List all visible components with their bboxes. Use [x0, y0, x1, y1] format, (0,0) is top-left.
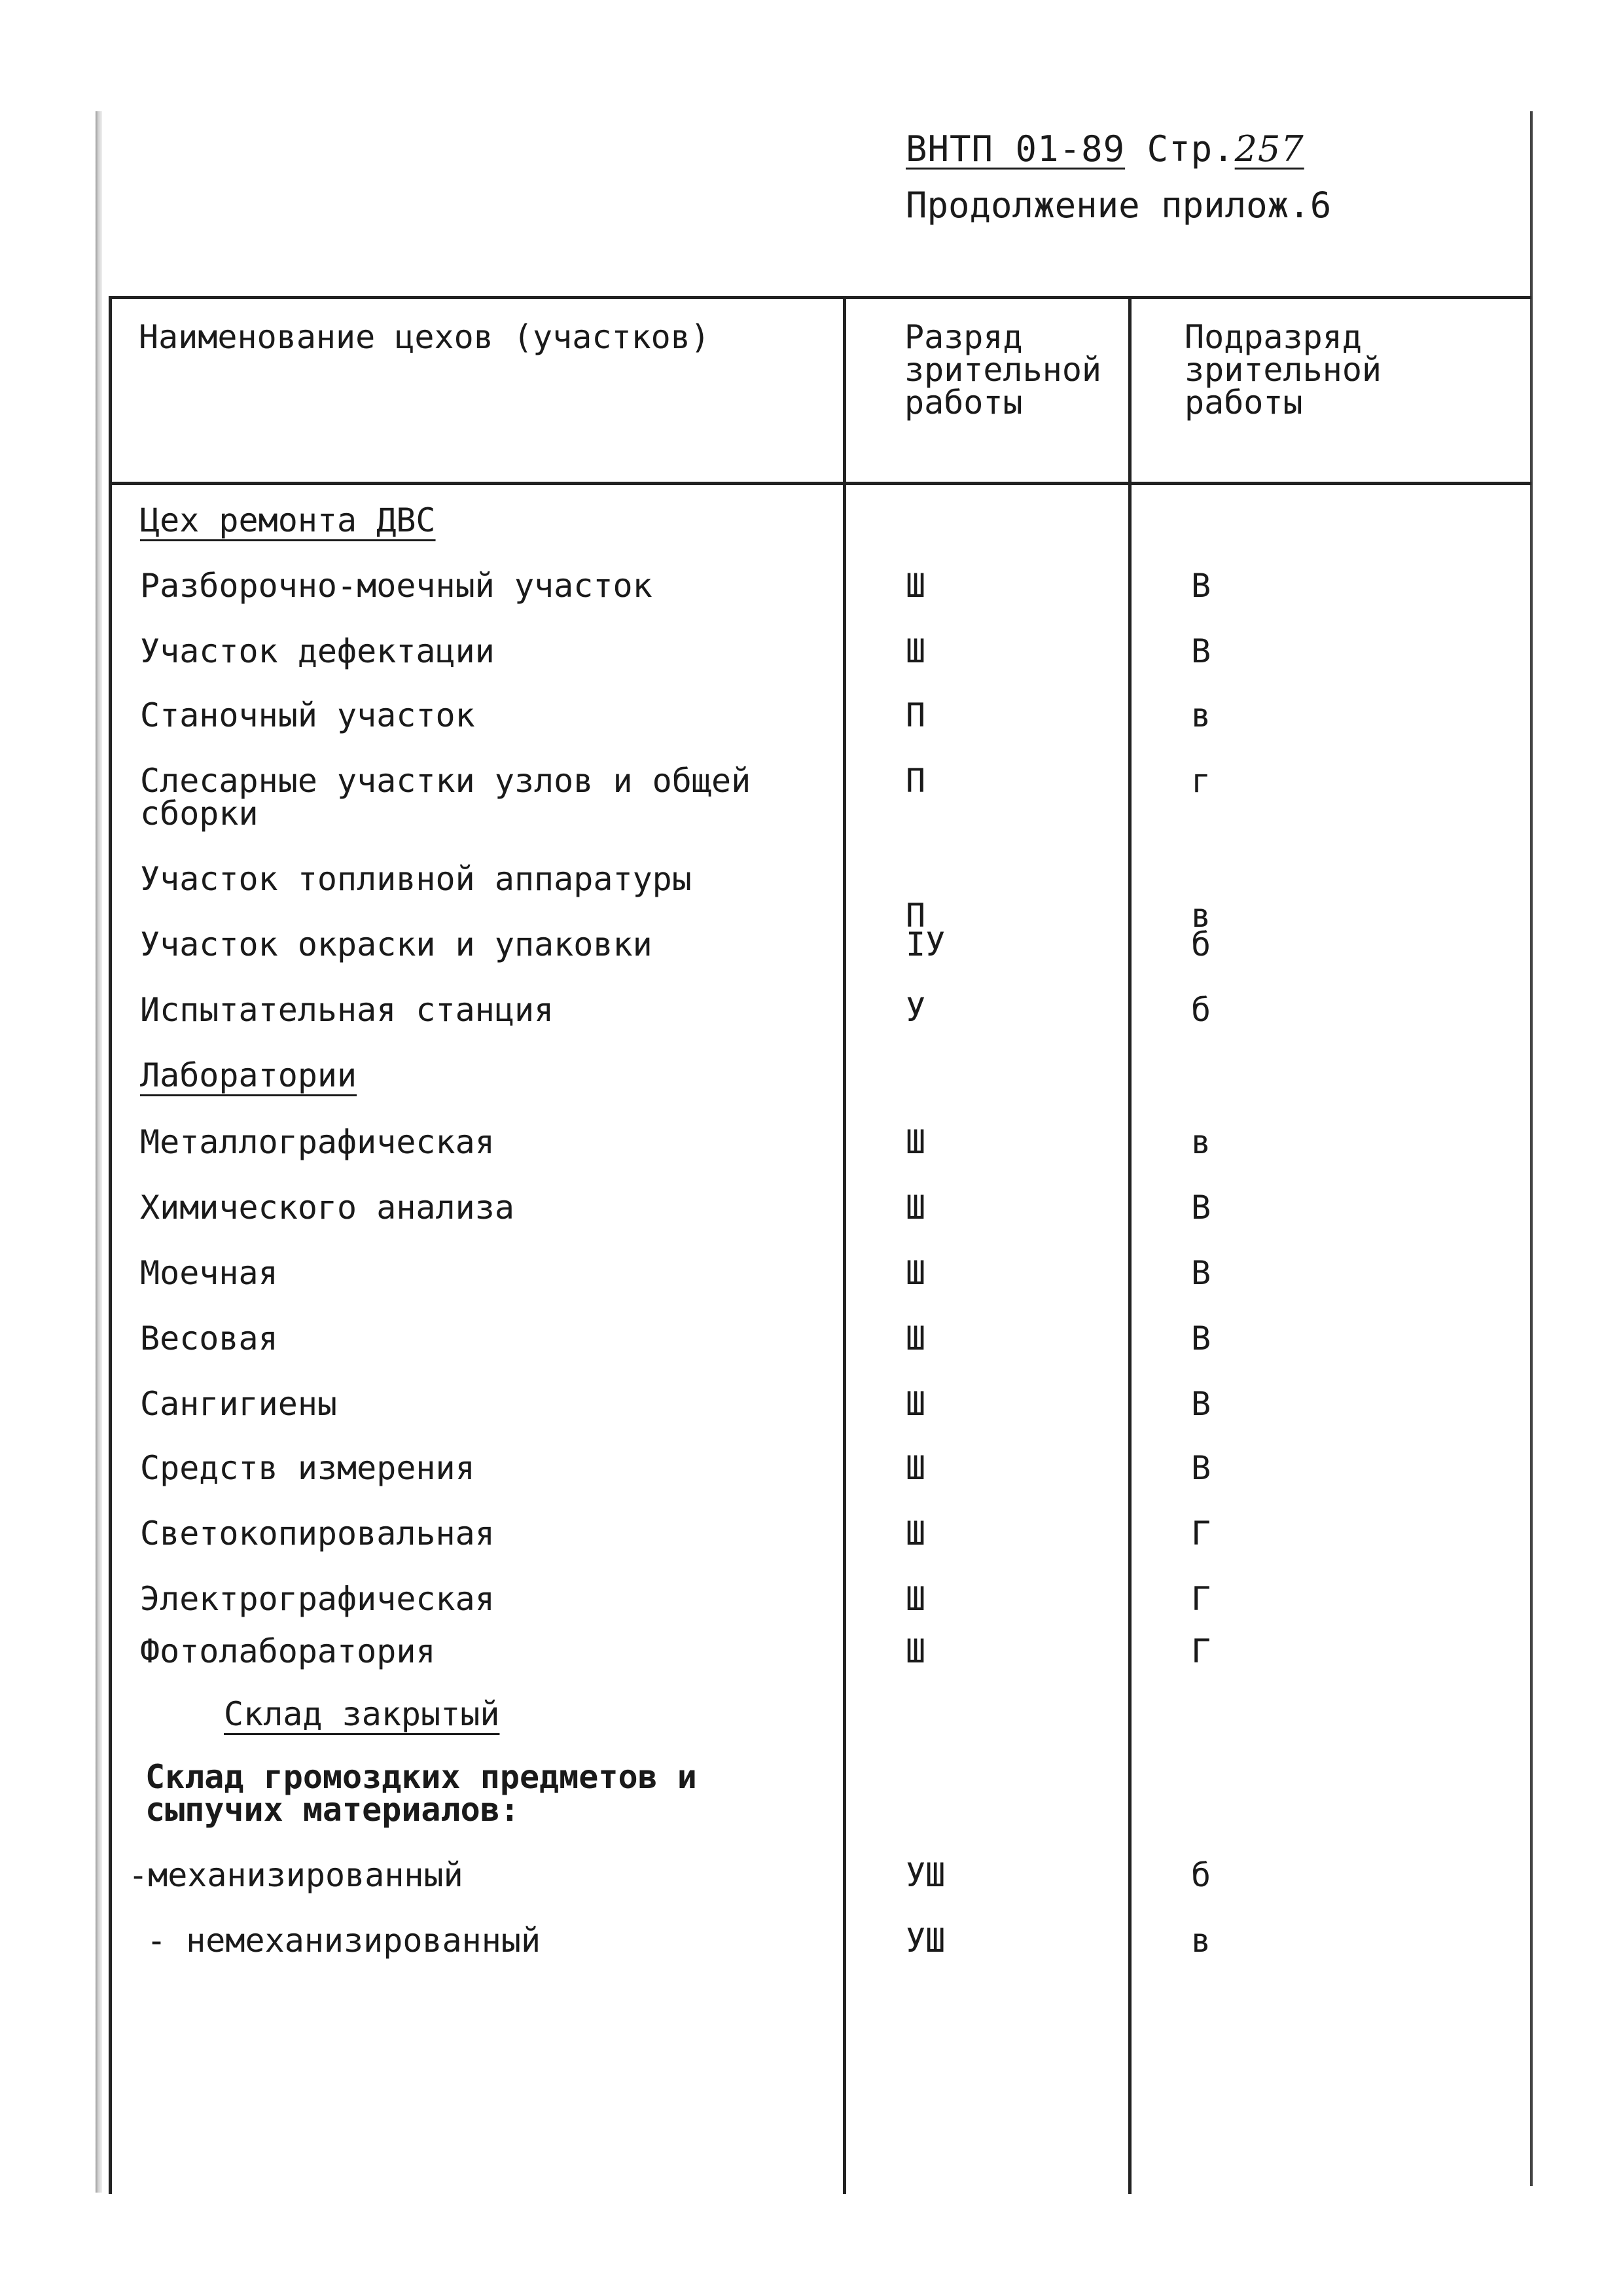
table-header-rule — [111, 482, 1531, 485]
column-header-name: Наименование цехов (участков) — [139, 318, 710, 356]
document-code: ВНТП 01-89 — [906, 128, 1126, 170]
visual-work-subgrade: Г — [1191, 1580, 1211, 1618]
visual-work-grade: Ш — [906, 1580, 926, 1618]
visual-work-subgrade: В — [1191, 1385, 1211, 1423]
scan-binding-edge — [96, 111, 102, 2193]
visual-work-grade: IУ — [906, 925, 946, 963]
visual-work-grade: Ш — [906, 632, 926, 670]
section-title: Цех ремонта ДВС — [140, 501, 436, 539]
table-column-divider-1 — [843, 296, 846, 2194]
workshop-name: Разборочно-моечный участок — [140, 567, 652, 605]
workshop-name: Склад громоздких предметов и сыпучих материалов: — [145, 1758, 697, 1829]
visual-work-subgrade: В — [1191, 567, 1211, 605]
visual-work-grade: Ш — [906, 1632, 926, 1670]
visual-work-grade: Ш — [906, 1189, 926, 1227]
visual-work-subgrade: б — [1191, 991, 1211, 1029]
column-header-grade: Разряд зрительной работы — [904, 318, 1102, 422]
visual-work-grade: УШ — [906, 1856, 946, 1894]
workshop-name: -механизированный — [128, 1856, 463, 1894]
visual-work-subgrade: в — [1191, 1922, 1211, 1960]
workshop-name: Участок топливной аппаратуры — [140, 860, 692, 898]
workshop-name: Химического анализа — [140, 1189, 514, 1227]
visual-work-grade: П — [906, 762, 926, 800]
visual-work-grade: Ш — [906, 1449, 926, 1487]
visual-work-subgrade: В — [1191, 632, 1211, 670]
workshop-name: Светокопировальная — [140, 1515, 495, 1552]
visual-work-grade: Ш — [906, 1319, 926, 1357]
workshop-name: Участок окраски и упаковки — [140, 925, 652, 963]
document-reference — [906, 128, 1304, 170]
workshop-name: Весовая — [140, 1319, 278, 1357]
visual-work-grade: Ш — [906, 1254, 926, 1292]
workshop-name: Слесарные участки узлов и общей сборки — [140, 762, 751, 833]
visual-work-subgrade: в — [1191, 696, 1211, 734]
workshop-name: Металлографическая — [140, 1123, 495, 1161]
visual-work-grade: Ш — [906, 1123, 926, 1161]
visual-work-grade: УШ — [906, 1922, 946, 1960]
visual-work-grade: У — [906, 991, 926, 1029]
visual-work-grade: П — [906, 897, 926, 935]
workshop-name: - немеханизированный — [147, 1922, 541, 1960]
section-title: Лаборатории — [140, 1056, 357, 1094]
visual-work-subgrade: в — [1191, 1123, 1211, 1161]
workshop-name: Моечная — [140, 1254, 278, 1292]
visual-work-subgrade: В — [1191, 1449, 1211, 1487]
visual-work-subgrade: В — [1191, 1319, 1211, 1357]
visual-work-subgrade: г — [1191, 762, 1211, 800]
visual-work-grade: Ш — [906, 1385, 926, 1423]
visual-work-grade: Ш — [906, 567, 926, 605]
workshop-name: Участок дефектации — [140, 632, 495, 670]
visual-work-subgrade: б — [1191, 1856, 1211, 1894]
visual-work-grade: Ш — [906, 1515, 926, 1552]
page-number: 257 — [1234, 128, 1304, 170]
continuation-note: Продолжение прилож.6 — [906, 185, 1332, 226]
visual-work-subgrade: Г — [1191, 1632, 1211, 1670]
visual-work-subgrade: Г — [1191, 1515, 1211, 1552]
table-top-rule — [109, 296, 1531, 299]
column-header-subgrade: Подразряд зрительной работы — [1185, 318, 1382, 422]
workshop-name: Средств измерения — [140, 1449, 475, 1487]
workshop-name: Фотолаборатория — [140, 1632, 436, 1670]
workshop-name: Станочный участок — [140, 696, 475, 734]
visual-work-subgrade: в — [1191, 897, 1211, 935]
table-column-divider-2 — [1128, 296, 1132, 2194]
workshop-name: Сангигиены — [140, 1385, 338, 1423]
workshop-name: Испытательная станция — [140, 991, 554, 1029]
visual-work-subgrade: В — [1191, 1254, 1211, 1292]
visual-work-grade: П — [906, 696, 926, 734]
page-label: Стр. — [1147, 128, 1235, 170]
table-left-border — [109, 296, 112, 2194]
scan-right-edge — [1530, 111, 1533, 2186]
section-title: Склад закрытый — [224, 1695, 500, 1733]
visual-work-subgrade: В — [1191, 1189, 1211, 1227]
visual-work-subgrade: б — [1191, 925, 1211, 963]
workshop-name: Электрографическая — [140, 1580, 495, 1618]
